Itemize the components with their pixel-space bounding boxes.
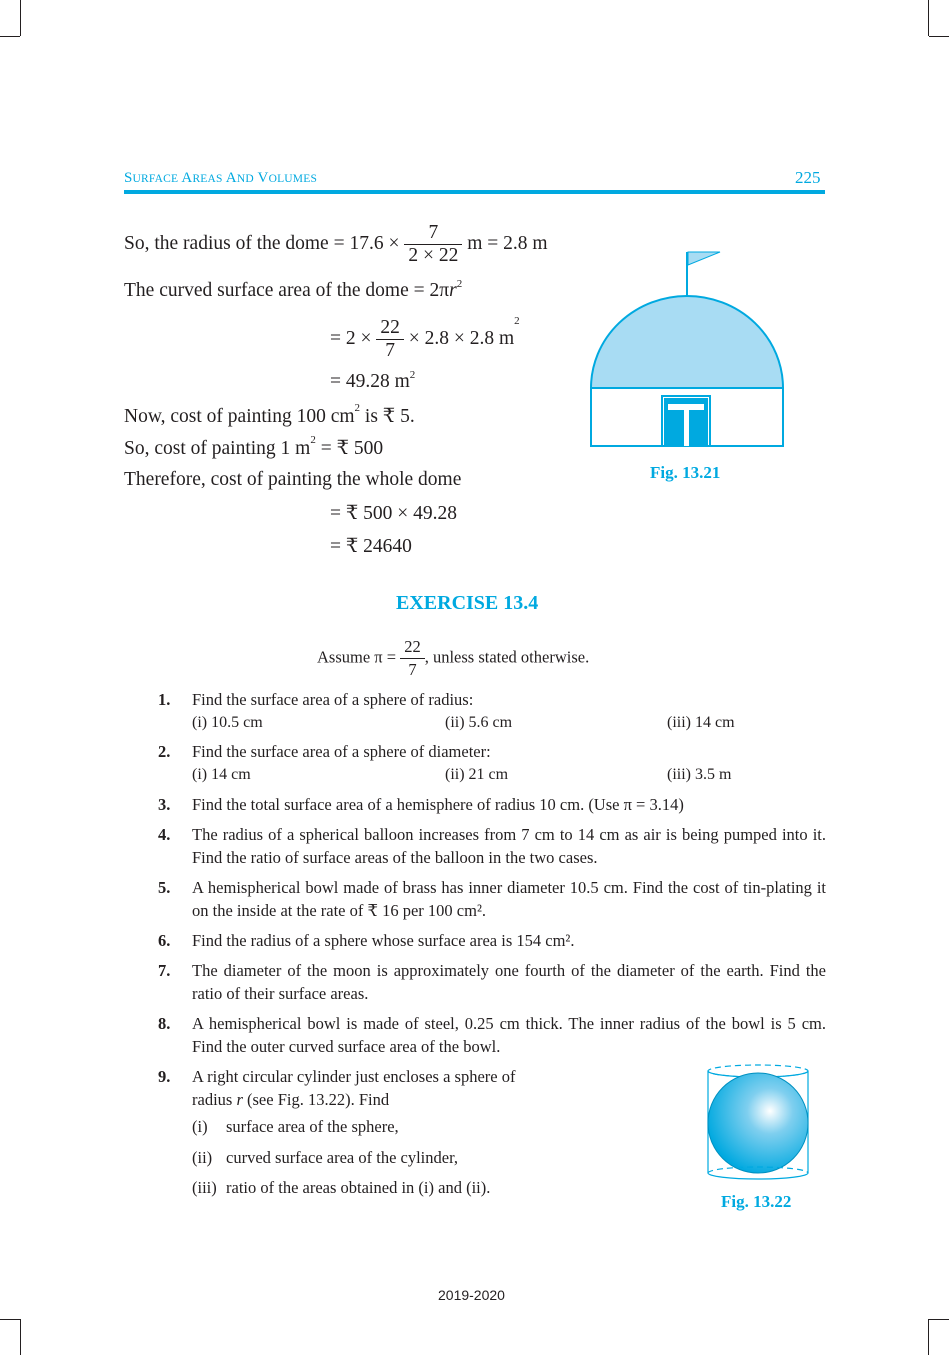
footer-year: 2019-2020	[438, 1287, 505, 1303]
assume-suffix: , unless stated otherwise.	[424, 647, 590, 667]
crop-mark	[0, 36, 20, 37]
calc-suffix: × 2.8 × 2.8 m	[408, 327, 515, 349]
question-text: Find the total surface area of a hemisphere of radius 10 cm. (Use π = 3.14)	[192, 795, 684, 814]
subpart-label: (iii)	[192, 1178, 217, 1197]
question-number: 1.	[158, 690, 171, 709]
option-i: (i) 14 cm	[192, 766, 251, 783]
cost-100-value: is ₹ 5.	[360, 406, 415, 427]
question-text: Find the surface area of a sphere of radius:	[192, 690, 474, 709]
fraction-denominator: 2 × 22	[408, 245, 459, 266]
figure-caption-13-22: Fig. 13.22	[721, 1192, 792, 1211]
dome-hemisphere	[591, 296, 783, 388]
solution-line-total: = ₹ 24640	[330, 536, 412, 557]
fraction-denominator: 7	[385, 340, 395, 361]
assume-line	[317, 636, 589, 681]
solution-line-area-result	[330, 371, 415, 393]
solution-line-product: = ₹ 500 × 49.28	[330, 503, 458, 524]
option-ii: (ii) 21 cm	[445, 766, 509, 783]
fraction	[404, 222, 462, 267]
cost-1-value: = ₹ 500	[315, 438, 384, 459]
question-text-line-2-prefix: radius	[192, 1090, 237, 1109]
superscript: 2	[354, 402, 361, 414]
crop-mark	[928, 1319, 929, 1355]
radius-prefix: So, the radius of the dome = 17.6 ×	[124, 232, 400, 254]
area-result: = 49.28 m	[330, 371, 410, 392]
subpart-text: curved surface area of the cylinder,	[226, 1148, 459, 1167]
solution-line-therefore: Therefore, cost of painting the whole dome	[124, 469, 462, 490]
subpart-label: (ii)	[192, 1148, 213, 1167]
crop-mark	[929, 36, 949, 37]
cost-100-text: Now, cost of painting 100 cm	[124, 406, 355, 427]
question-number: 9.	[158, 1067, 171, 1086]
crop-mark	[928, 0, 929, 36]
subpart-text: surface area of the sphere,	[226, 1117, 399, 1136]
door-gap	[684, 410, 689, 446]
question-text-line-2-suffix: (see Fig. 13.22). Find	[242, 1090, 390, 1109]
fraction-numerator: 22	[400, 636, 425, 659]
question-number: 4.	[158, 825, 171, 844]
question-number: 7.	[158, 961, 171, 980]
crop-mark	[20, 0, 21, 36]
dome-figure	[588, 246, 788, 450]
question-text: The radius of a spherical balloon increases from 7 cm to 14 cm as air is being pumped into it. Find the ratio of surface areas of the balloon in the two cases.	[192, 825, 826, 867]
fraction-denominator: 7	[408, 660, 417, 679]
question-number: 8.	[158, 1014, 171, 1033]
superscript: 2	[456, 278, 463, 290]
running-title: SURFACE AREAS AND VOLUMES	[124, 170, 318, 186]
question-text: The diameter of the moon is approximately one fourth of the diameter of the earth. Find the ratio of their surface areas.	[192, 961, 826, 1003]
fraction-numerator: 7	[404, 222, 462, 245]
solution-line-calc	[330, 317, 520, 362]
subpart-text: ratio of the areas obtained in (i) and (ii).	[226, 1178, 491, 1197]
flag-icon	[688, 252, 720, 265]
solution-line-radius	[124, 222, 548, 267]
option-iii: (iii) 14 cm	[667, 714, 735, 731]
subpart-iii	[192, 1178, 490, 1198]
exercise-title: EXERCISE 13.4	[396, 592, 539, 614]
sphere-cylinder-figure	[702, 1062, 814, 1186]
superscript: 2	[514, 315, 520, 327]
radius-variable: r	[236, 1090, 243, 1109]
question-number: 3.	[158, 795, 171, 814]
subpart-ii	[192, 1148, 458, 1168]
figure-caption-13-21: Fig. 13.21	[650, 463, 721, 482]
question-number: 2.	[158, 742, 171, 761]
crop-mark	[929, 1319, 949, 1320]
question-text	[192, 1065, 572, 1111]
calc-prefix: = 2 ×	[330, 327, 372, 349]
question-text: Find the surface area of a sphere of diameter:	[192, 742, 491, 761]
radius-suffix: m = 2.8 m	[467, 232, 548, 254]
option-ii: (ii) 5.6 cm	[445, 714, 513, 731]
fraction	[376, 317, 404, 362]
question-text: A hemispherical bowl is made of steel, 0.25 cm thick. The inner radius of the bowl is 5 cm. Find the outer curved surface area of the bowl.	[192, 1014, 826, 1056]
cylinder-bottom-front	[708, 1173, 808, 1179]
sphere	[708, 1073, 808, 1173]
question-text: Find the radius of a sphere whose surface area is 154 cm².	[192, 931, 575, 950]
solution-line-curved-area	[124, 280, 462, 302]
door-lintel	[668, 404, 704, 410]
fraction-numerator: 22	[376, 317, 404, 340]
option-i: (i) 10.5 cm	[192, 714, 263, 731]
curved-area-text: The curved surface area of the dome = 2πr	[124, 280, 457, 301]
header-rule	[124, 190, 825, 194]
fraction	[400, 636, 425, 681]
superscript: 2	[310, 434, 316, 446]
crop-mark	[20, 1319, 21, 1355]
page-number: 225	[795, 168, 821, 187]
cost-1-text: So, cost of painting 1 m	[124, 438, 311, 459]
option-iii: (iii) 3.5 m	[667, 766, 732, 783]
subpart-i	[192, 1117, 399, 1137]
subpart-label: (i)	[192, 1117, 208, 1136]
solution-line-cost-1	[124, 436, 383, 460]
question-number: 6.	[158, 931, 171, 950]
solution-line-cost-100	[124, 404, 415, 428]
superscript: 2	[409, 369, 416, 381]
question-text: A hemispherical bowl made of brass has inner diameter 10.5 cm. Find the cost of tin-plating it on the inside at the rate of ₹ 16 per 100 cm².	[192, 878, 826, 920]
question-number: 5.	[158, 878, 171, 897]
question-text-line-1: A right circular cylinder just encloses a sphere of	[192, 1067, 516, 1086]
crop-mark	[0, 1319, 20, 1320]
assume-prefix: Assume π =	[317, 647, 397, 667]
